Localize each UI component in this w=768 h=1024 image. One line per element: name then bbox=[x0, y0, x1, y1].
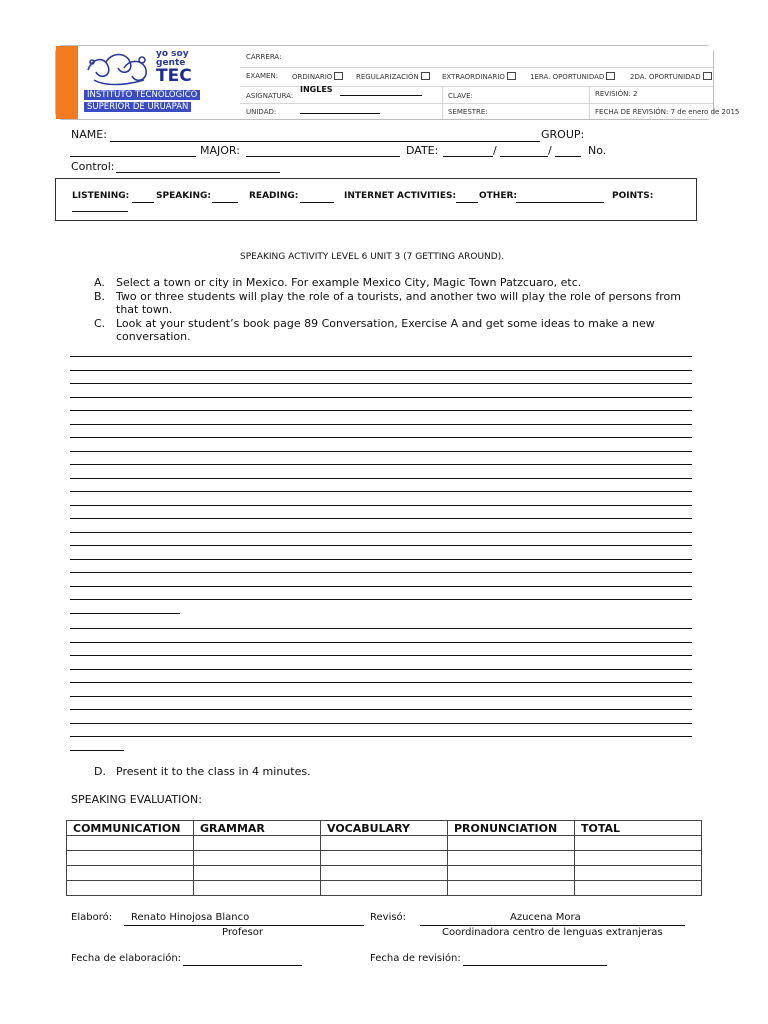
table-cell[interactable] bbox=[575, 851, 702, 866]
writing-line[interactable] bbox=[70, 586, 692, 587]
exam-option-regularizacion[interactable]: REGULARIZACIÓN bbox=[356, 72, 430, 81]
date-day-field[interactable] bbox=[443, 156, 493, 157]
writing-line[interactable] bbox=[70, 655, 692, 656]
internet-activities-field[interactable] bbox=[456, 202, 478, 203]
table-cell[interactable] bbox=[321, 881, 448, 896]
control-label: Control: bbox=[71, 160, 115, 173]
points-box bbox=[55, 178, 697, 221]
writing-line[interactable] bbox=[70, 723, 692, 724]
writing-line[interactable] bbox=[70, 383, 692, 384]
table-cell[interactable] bbox=[67, 881, 194, 896]
listening-label: LISTENING: bbox=[72, 191, 130, 201]
table-row bbox=[67, 851, 702, 866]
ordinario-checkbox[interactable] bbox=[334, 72, 343, 80]
reviso-role: Coordinadora centro de lenguas extranjeras bbox=[442, 927, 663, 938]
table-cell[interactable] bbox=[448, 836, 575, 851]
control-field[interactable] bbox=[116, 172, 280, 173]
item-b-text: Two or three students will play the role of a tourists, and another two will play the role of persons from bbox=[116, 290, 681, 303]
table-cell[interactable] bbox=[194, 881, 321, 896]
reviso-name: Azucena Mora bbox=[510, 912, 581, 923]
date-separator-2: / bbox=[548, 144, 552, 157]
points-label: POINTS: bbox=[612, 191, 654, 201]
item-b-text-cont: that town. bbox=[116, 303, 173, 316]
yo-soy-gente-tec-badge bbox=[156, 50, 204, 86]
date-separator-1: / bbox=[493, 144, 497, 157]
reading-label: READING: bbox=[249, 191, 299, 201]
writing-line[interactable] bbox=[70, 478, 692, 479]
speaking-evaluation-table bbox=[66, 820, 702, 896]
group-label: GROUP: bbox=[541, 128, 585, 141]
table-cell[interactable] bbox=[575, 836, 702, 851]
carrera-label: CARRERA: bbox=[246, 53, 282, 61]
reading-field[interactable] bbox=[300, 202, 334, 203]
col-pronunciation: PRONUNCIATION bbox=[448, 821, 575, 836]
exam-option-extraordinario[interactable]: EXTRAORDINARIO bbox=[442, 72, 516, 81]
elaboro-role: Profesor bbox=[222, 927, 263, 938]
examen-row bbox=[240, 67, 713, 87]
examen-label: EXAMEN: bbox=[246, 72, 279, 80]
asignatura-label: ASIGNATURA: bbox=[246, 92, 294, 100]
col-communication: COMMUNICATION bbox=[67, 821, 194, 836]
unidad-row bbox=[240, 103, 740, 119]
writing-line[interactable] bbox=[70, 736, 692, 737]
exam-option-ordinario[interactable]: ORDINARIO bbox=[292, 72, 343, 81]
writing-line[interactable] bbox=[70, 709, 692, 710]
item-b-letter: B. bbox=[94, 290, 106, 303]
header-fields bbox=[240, 46, 740, 119]
table-cell[interactable] bbox=[67, 866, 194, 881]
writing-line[interactable] bbox=[70, 642, 692, 643]
speaking-field[interactable] bbox=[212, 202, 238, 203]
clave-label: CLAVE: bbox=[448, 92, 473, 100]
item-a-text: Select a town or city in Mexico. For example Mexico City, Magic Town Patzcuaro, etc. bbox=[116, 276, 582, 289]
header-divider-2 bbox=[589, 86, 590, 119]
date-year-field[interactable] bbox=[555, 156, 581, 157]
table-row bbox=[67, 836, 702, 851]
asignatura-value: INGLES bbox=[300, 85, 333, 94]
header-card bbox=[55, 45, 740, 120]
activity-title: SPEAKING ACTIVITY LEVEL 6 UNIT 3 (7 GETTING AROUND). bbox=[240, 252, 505, 262]
asignatura-underline bbox=[340, 95, 422, 96]
writing-line[interactable] bbox=[70, 518, 692, 519]
table-cell[interactable] bbox=[194, 836, 321, 851]
carrera-row bbox=[240, 46, 713, 68]
number-label: No. bbox=[588, 144, 607, 157]
institution-logo bbox=[78, 46, 240, 119]
ornament-logo-icon bbox=[84, 50, 154, 88]
col-grammar: GRAMMAR bbox=[194, 821, 321, 836]
speaking-label: SPEAKING: bbox=[156, 191, 212, 201]
revision-label: REVISIÓN: 2 bbox=[595, 90, 638, 98]
col-total: TOTAL bbox=[575, 821, 702, 836]
writing-line[interactable] bbox=[70, 532, 692, 533]
table-cell[interactable] bbox=[67, 851, 194, 866]
name-field[interactable] bbox=[110, 141, 540, 142]
writing-line[interactable] bbox=[70, 410, 692, 411]
logo-text-top: yo soy bbox=[156, 49, 189, 59]
listening-field[interactable] bbox=[132, 202, 154, 203]
writing-line[interactable] bbox=[70, 370, 692, 371]
extraordinario-checkbox[interactable] bbox=[507, 72, 516, 80]
writing-line-short[interactable] bbox=[70, 613, 180, 614]
other-field[interactable] bbox=[516, 202, 604, 203]
table-cell[interactable] bbox=[448, 866, 575, 881]
elaboro-name: Renato Hinojosa Blanco bbox=[131, 912, 250, 923]
writing-line[interactable] bbox=[70, 437, 692, 438]
table-cell[interactable] bbox=[67, 836, 194, 851]
unidad-label: UNIDAD: bbox=[246, 108, 277, 116]
regularizacion-checkbox[interactable] bbox=[421, 72, 430, 80]
fecha-revision-label: Fecha de revisión: bbox=[370, 953, 461, 964]
elaboro-label: Elaboró: bbox=[71, 912, 113, 923]
writing-line[interactable] bbox=[70, 451, 692, 452]
header-divider-1 bbox=[442, 86, 443, 119]
major-label: MAJOR: bbox=[200, 144, 240, 157]
item-d-letter: D. bbox=[94, 765, 106, 778]
item-a-letter: A. bbox=[94, 276, 105, 289]
reviso-signature-line bbox=[420, 925, 685, 926]
table-cell[interactable] bbox=[194, 851, 321, 866]
col-vocabulary: VOCABULARY bbox=[321, 821, 448, 836]
asignatura-row bbox=[240, 86, 713, 104]
reviso-label: Revisó: bbox=[370, 912, 407, 923]
item-c-text-cont: conversation. bbox=[116, 330, 191, 343]
date-month-field[interactable] bbox=[500, 156, 548, 157]
2da-oportunidad-checkbox[interactable] bbox=[703, 72, 712, 80]
exam-option-2da[interactable]: 2DA. OPORTUNIDAD bbox=[630, 72, 712, 81]
writing-line[interactable] bbox=[70, 505, 692, 506]
writing-line[interactable] bbox=[70, 696, 692, 697]
writing-line[interactable] bbox=[70, 599, 692, 600]
fecha-elaboracion-field[interactable] bbox=[183, 965, 302, 966]
table-cell[interactable] bbox=[448, 851, 575, 866]
internet-activities-label: INTERNET ACTIVITIES: bbox=[344, 191, 457, 201]
writing-line-short[interactable] bbox=[70, 750, 124, 751]
logo-text-mid: gente bbox=[156, 58, 186, 68]
table-row bbox=[67, 881, 702, 896]
fecha-elaboracion-label: Fecha de elaboración: bbox=[71, 953, 182, 964]
writing-line[interactable] bbox=[70, 491, 692, 492]
evaluation-title: SPEAKING EVALUATION: bbox=[71, 793, 202, 806]
table-row bbox=[67, 866, 702, 881]
item-c-letter: C. bbox=[94, 317, 106, 330]
table-cell[interactable] bbox=[321, 836, 448, 851]
elaboro-signature-line bbox=[124, 925, 364, 926]
item-d-text: Present it to the class in 4 minutes. bbox=[116, 765, 311, 778]
other-label: OTHER: bbox=[479, 191, 517, 201]
table-cell[interactable] bbox=[321, 851, 448, 866]
points-field[interactable] bbox=[72, 211, 128, 212]
writing-line[interactable] bbox=[70, 628, 692, 629]
name-label: NAME: bbox=[71, 128, 107, 141]
major-prefix-line bbox=[70, 156, 196, 157]
unidad-underline bbox=[300, 113, 380, 114]
table-header-row bbox=[67, 821, 702, 836]
orange-accent-bar bbox=[56, 46, 78, 119]
major-field[interactable] bbox=[246, 156, 400, 157]
logo-text-tec: TEC bbox=[156, 66, 192, 86]
table-cell[interactable] bbox=[575, 881, 702, 896]
fecha-revision-field[interactable] bbox=[463, 965, 607, 966]
institution-name-line1: INSTITUTO TECNOLÓGICO bbox=[84, 90, 200, 100]
writing-line[interactable] bbox=[70, 572, 692, 573]
writing-line[interactable] bbox=[70, 424, 692, 425]
institution-name-line2: SUPERIOR DE URUAPAN bbox=[84, 102, 191, 112]
table-cell[interactable] bbox=[448, 881, 575, 896]
writing-line[interactable] bbox=[70, 669, 692, 670]
writing-line[interactable] bbox=[70, 356, 692, 357]
writing-line[interactable] bbox=[70, 545, 692, 546]
writing-line[interactable] bbox=[70, 397, 692, 398]
table-cell[interactable] bbox=[321, 866, 448, 881]
semestre-label: SEMESTRE: bbox=[448, 108, 488, 116]
fecha-revision-header: FECHA DE REVISIÓN: 7 de enero de 2015 bbox=[595, 108, 740, 116]
table-cell[interactable] bbox=[575, 866, 702, 881]
date-label: DATE: bbox=[406, 144, 439, 157]
writing-line[interactable] bbox=[70, 464, 692, 465]
writing-line[interactable] bbox=[70, 559, 692, 560]
exam-option-1era[interactable]: 1ERA. OPORTUNIDAD bbox=[530, 72, 615, 81]
writing-line[interactable] bbox=[70, 682, 692, 683]
table-cell[interactable] bbox=[194, 866, 321, 881]
item-c-text: Look at your student’s book page 89 Conversation, Exercise A and get some ideas to make a new bbox=[116, 317, 655, 330]
1era-oportunidad-checkbox[interactable] bbox=[606, 72, 615, 80]
